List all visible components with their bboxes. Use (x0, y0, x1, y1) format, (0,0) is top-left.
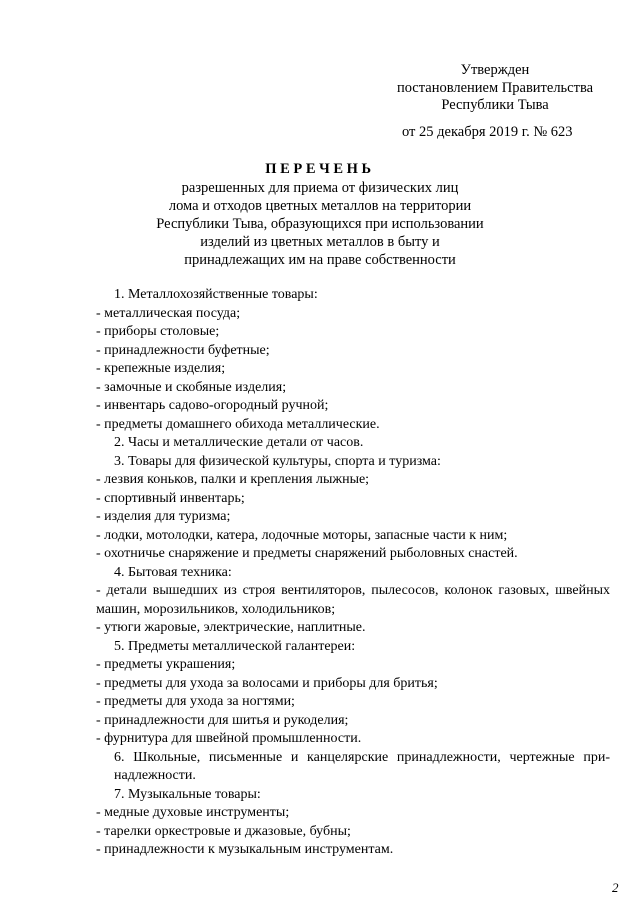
list-item: - приборы столовые; (96, 324, 220, 339)
heading-line: разрешенных для приема от физических лиц (181, 180, 459, 196)
list-item: - принадлежности к музыкальным инструментам. (96, 842, 394, 857)
page-number: 2 (612, 880, 619, 895)
list-item: - металлическая посуда; (96, 305, 241, 321)
list-item: - инвентарь садово-огородный ручной; (96, 398, 329, 413)
list-item: - предметы домашнего обихода металлические. (96, 416, 380, 432)
section-heading: 2. Часы и металлические детали от часов. (114, 435, 364, 450)
section-heading: 7. Музыкальные товары: (114, 786, 261, 802)
heading-line: принадлежащих им на праве собственности (184, 252, 456, 268)
section-heading: 3. Товары для физической культуры, спорта и туризма: (114, 453, 441, 469)
list-item: - крепежные изделия; (96, 361, 226, 376)
list-item: - предметы для ухода за ногтями; (96, 694, 295, 709)
list-item: - лодки, мотолодки, катера, лодочные моторы, запасные части к ним; (96, 527, 508, 543)
section-heading: 5. Предметы металлической галантереи: (114, 638, 356, 654)
list-item: - спортивный инвентарь; (96, 490, 245, 506)
list-item: - принадлежности буфетные; (96, 342, 270, 358)
heading-line: Республики Тыва, образующихся при использовании (156, 216, 484, 232)
list-item: - предметы для ухода за волосами и приборы для бритья; (96, 675, 438, 691)
heading-line: изделий из цветных металлов в быту и (200, 234, 440, 250)
approval-block (380, 62, 610, 115)
approved-region: Республики Тыва (441, 97, 549, 113)
list-item: - предметы украшения; (96, 657, 236, 672)
list-item: - тарелки оркестровые и джазовые, бубны; (96, 823, 351, 839)
heading-line: лома и отходов цветных металлов на территории (168, 198, 472, 214)
document-body (96, 286, 610, 860)
section-heading: 4. Бытовая техника: (114, 564, 232, 580)
list-item: - принадлежности для шитья и рукоделия; (96, 712, 349, 728)
list-item: - медные духовые инструменты; (96, 805, 290, 820)
section-heading: 6. Школьные, письменные и канцелярские принадлежности, чертежные при-надлежности. (114, 749, 610, 783)
document-title: ПЕРЕЧЕНЬ (265, 161, 375, 177)
list-item: - утюги жаровые, электрические, наплитные. (96, 620, 366, 635)
list-item: - фурнитура для швейной промышленности. (96, 731, 362, 746)
approved-label: Утвержден (460, 62, 530, 78)
list-item: - детали вышедших из строя вентиляторов, пылесосов, колонок газовых, швейных машин, морозильников, холодильников; (96, 583, 610, 617)
section-heading: 1. Металлохозяйственные товары: (114, 287, 318, 302)
list-item: - замочные и скобяные изделия; (96, 379, 287, 395)
approved-by: постановлением Правительства (396, 79, 594, 96)
list-item: - охотничье снаряжение и предметы снаряжений рыболовных снастей. (96, 546, 518, 561)
list-item: - изделия для туризма; (96, 509, 231, 524)
list-item: - лезвия коньков, палки и крепления лыжные; (96, 472, 370, 487)
document-heading (120, 160, 520, 269)
approval-date: от 25 декабря 2019 г. № 623 (402, 124, 573, 140)
